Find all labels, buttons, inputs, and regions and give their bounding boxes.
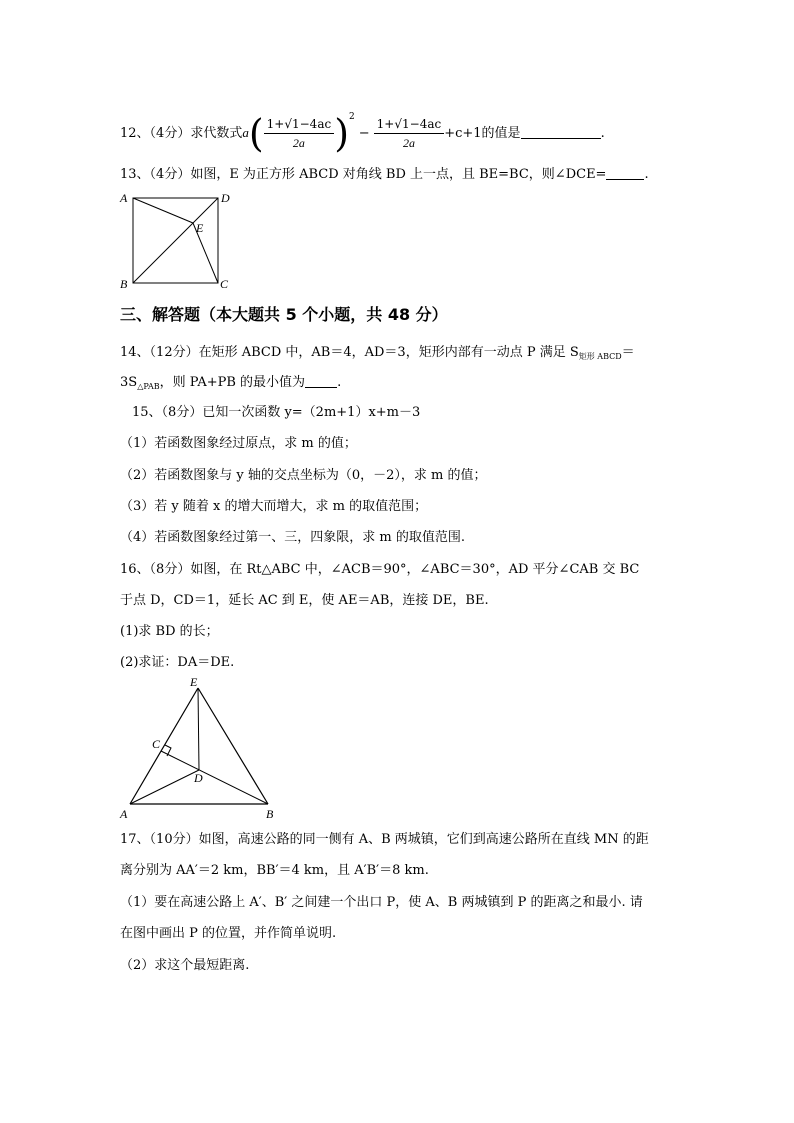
- q12-answer-blank[interactable]: [521, 126, 601, 139]
- q16-line-1: 16、（8分）如图，在 Rt△ABC 中，∠ACB＝90°，∠ABC＝30°，AD 平分∠CAB 交 BC: [120, 562, 640, 577]
- left-paren: (: [248, 111, 264, 156]
- label-e: E: [190, 676, 198, 689]
- q13-answer-blank[interactable]: [606, 167, 644, 180]
- q13-text: 13、（4分）如图，E 为正方形 ABCD 对角线 BD 上一点，且 BE=BC，则∠DCE=: [120, 167, 607, 182]
- label-d: D: [194, 771, 203, 785]
- q12-numerator-2: 1+√1−4ac: [374, 115, 445, 134]
- q15-part-4: （4）若函数图象经过第一、三，四象限，求 m 的取值范围.: [120, 530, 465, 545]
- q17-part-2: （2）求这个最短距离.: [120, 958, 250, 973]
- q12-numerator: 1+√1−4ac: [264, 115, 335, 134]
- q12-fraction-2: [374, 115, 445, 152]
- q15-part-2: （2）若函数图象与 y 轴的交点坐标为（0，－2），求 m 的值；: [120, 468, 487, 483]
- q15-part-3: （3）若 y 随着 x 的增大而增大，求 m 的取值范围；: [120, 499, 428, 514]
- q12-tail: +c+1的值是: [444, 126, 521, 141]
- q14-sub-1: 矩形 ABCD: [578, 352, 622, 361]
- label-d: D: [221, 191, 230, 205]
- q14-text-1b: ＝: [621, 345, 635, 360]
- label-c: C: [152, 737, 161, 751]
- segment-ae: [133, 198, 193, 223]
- q16-triangle-figure: [118, 676, 288, 821]
- q17-part-1-line-1: （1）要在高速公路上 A′、B′ 之间建一个出口 P，使 A、B 两城镇到 P 的距离之和最小. 请: [120, 895, 643, 910]
- q16-part-2: (2)求证：DA＝DE.: [120, 655, 235, 670]
- q12-minus: −: [358, 126, 370, 141]
- q13-square-figure: [118, 190, 238, 290]
- q17-part-1-line-2: 在图中画出 P 的位置，并作简单说明.: [120, 926, 337, 941]
- q12-denominator: 2a: [292, 136, 305, 150]
- q12-line: [120, 108, 605, 156]
- q12-fraction-1: [264, 115, 335, 152]
- label-b: B: [266, 807, 274, 821]
- label-c: C: [220, 277, 229, 290]
- q14-line-1: [120, 344, 635, 366]
- q14-answer-blank[interactable]: [305, 375, 337, 388]
- q12-denominator-2: 2a: [402, 136, 415, 150]
- q12-a: a: [242, 125, 249, 140]
- label-a: A: [120, 191, 128, 205]
- section-3-heading: 三、解答题（本大题共 5 个小题，共 48 分）: [120, 305, 448, 324]
- label-e: E: [196, 221, 204, 235]
- q14-text-2: 3S: [120, 375, 138, 390]
- q16-line-2: 于点 D，CD＝1，延长 AC 到 E，使 AE＝AB，连接 DE，BE.: [120, 593, 489, 608]
- q16-part-1: (1)求 BD 的长；: [120, 624, 219, 639]
- q14-text-2b: ，则 PA+PB 的最小值为: [159, 375, 306, 390]
- q12-end: .: [600, 126, 605, 141]
- diagonal-bd: [133, 198, 218, 283]
- q14-line-2: [120, 374, 341, 396]
- q17-line-2: 离分别为 AA′＝2 km，BB′＝4 km，且 A′B′＝8 km.: [120, 863, 429, 878]
- label-a: A: [120, 807, 128, 821]
- q14-end: .: [337, 375, 342, 390]
- segment-ed: [198, 688, 199, 770]
- q15-stem: 15、（8分）已知一次函数 y=（2m+1）x+m－3: [132, 405, 421, 420]
- q12-exponent: 2: [349, 112, 355, 122]
- right-paren: ): [334, 111, 350, 156]
- label-b: B: [120, 277, 128, 290]
- segment-ae: [130, 688, 198, 804]
- q15-part-1: （1）若函数图象经过原点，求 m 的值；: [120, 436, 357, 451]
- q13-end: .: [644, 167, 649, 182]
- q17-line-1: 17、（10分）如图，高速公路的同一侧有 A、B 两城镇，它们到高速公路所在直线 MN 的距: [120, 832, 649, 847]
- right-angle-mark: [165, 745, 171, 756]
- q12-prefix: 12、（4分）求代数式: [120, 126, 243, 141]
- q14-sub-2: △PAB: [137, 382, 160, 391]
- q13-line: [120, 166, 649, 184]
- q14-text-1: 14、（12分）在矩形 ABCD 中，AB＝4，AD＝3，矩形内部有一动点 P 满足 S: [120, 345, 579, 360]
